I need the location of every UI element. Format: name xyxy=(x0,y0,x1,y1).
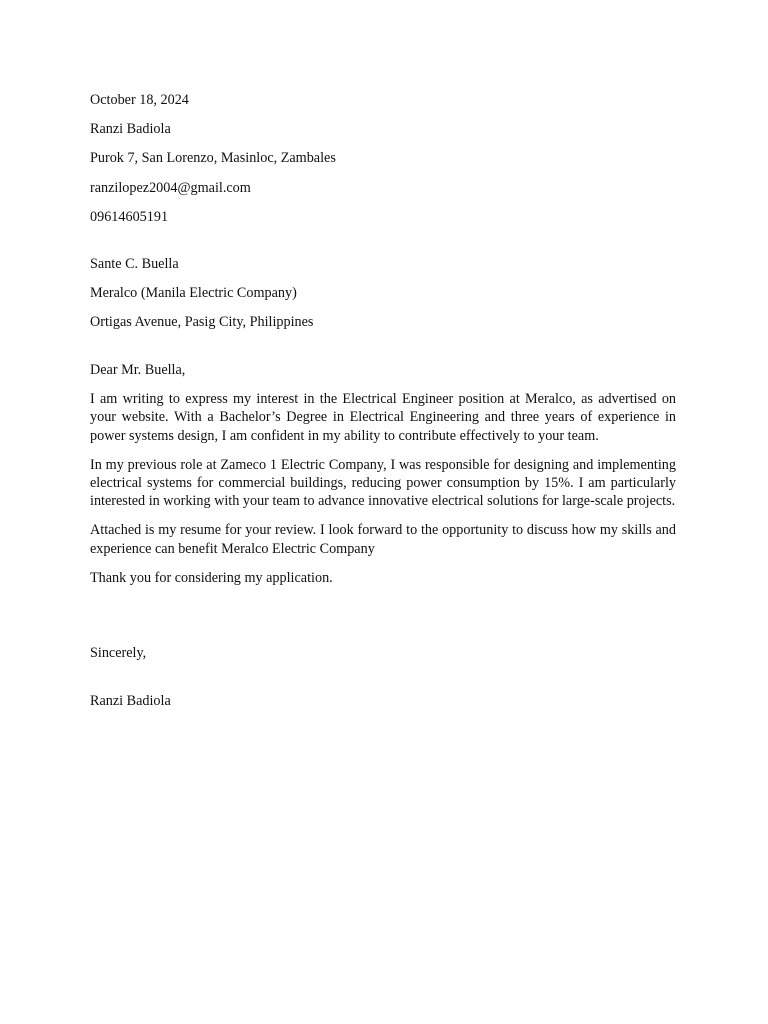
paragraph-experience: In my previous role at Zameco 1 Electric Company, I was responsible for designing and implementing electrical systems for commercial buildings, reducing power consumption by 15%. I am particularly interested in working with your team to advance innovative electrical solutions for large-scale projects. xyxy=(90,456,676,510)
paragraph-intro: I am writing to express my interest in the Electrical Engineer position at Meralco, as advertised on your website. With a Bachelor’s Degree in Electrical Engineering and three years of experience in power systems design, I am confident in my ability to contribute effectively to your team. xyxy=(90,390,676,444)
spacer xyxy=(90,674,676,692)
letter-body xyxy=(90,91,676,721)
recipient-name: Sante C. Buella xyxy=(90,256,179,273)
sender-address: Purok 7, San Lorenzo, Masinloc, Zambales xyxy=(90,150,336,167)
recipient-block xyxy=(90,255,676,332)
salutation: Dear Mr. Buella, xyxy=(90,361,186,378)
closing: Sincerely, xyxy=(90,645,147,662)
sender-email: ranzilopez2004@gmail.com xyxy=(90,179,251,196)
sender-name: Ranzi Badiola xyxy=(90,121,171,138)
spacer xyxy=(90,237,676,255)
paragraph-thanks: Thank you for considering my application. xyxy=(90,569,333,586)
signature-name: Ranzi Badiola xyxy=(90,692,171,709)
sender-block xyxy=(90,120,676,226)
spacer xyxy=(90,343,676,361)
sender-phone: 09614605191 xyxy=(90,208,169,225)
letter-date: October 18, 2024 xyxy=(90,92,189,108)
recipient-address: Ortigas Avenue, Pasig City, Philippines xyxy=(90,314,314,331)
recipient-company: Meralco (Manila Electric Company) xyxy=(90,285,297,302)
paragraph-attachment: Attached is my resume for your review. I look forward to the opportunity to discuss how my skills and experience can benefit Meralco Electric Company xyxy=(90,522,676,557)
spacer xyxy=(90,597,676,644)
